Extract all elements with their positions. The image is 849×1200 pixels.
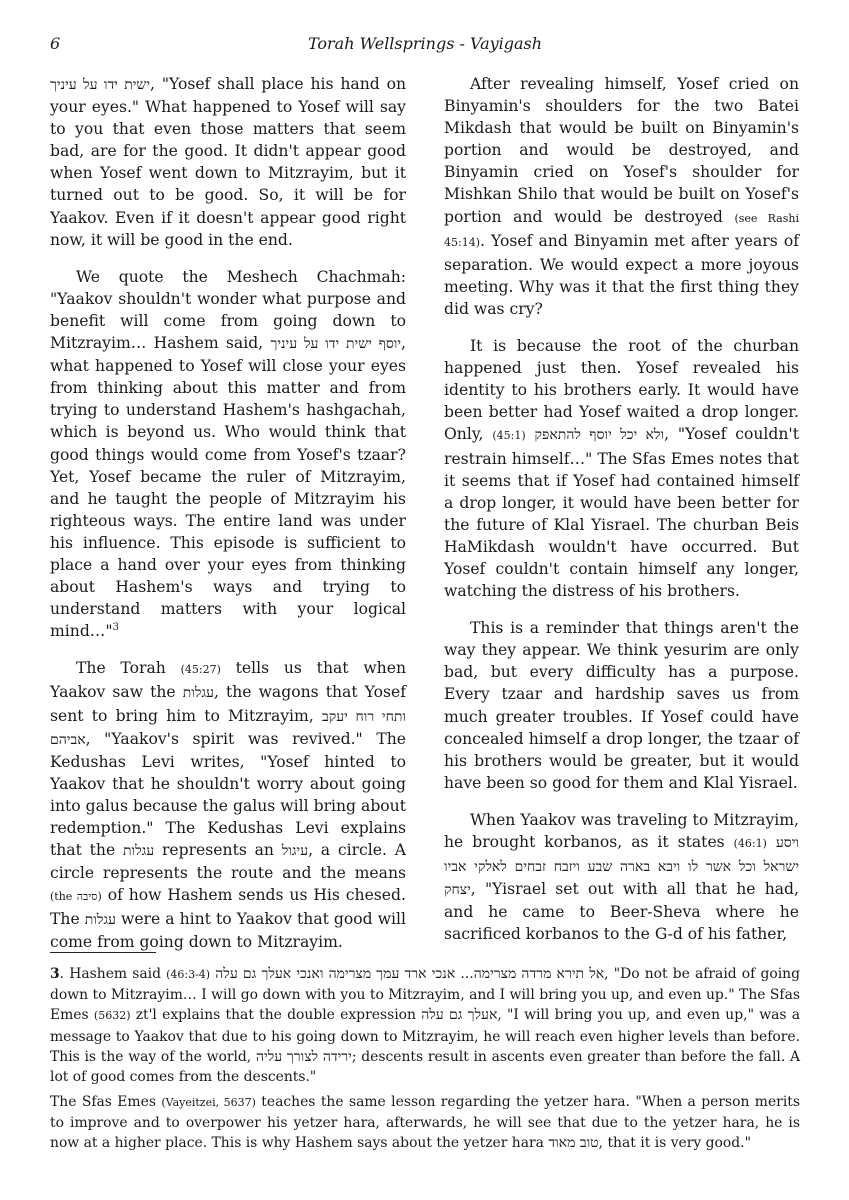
footnote	[50, 964, 800, 1087]
footnote-separator	[50, 952, 156, 953]
source-reference: (45:1)	[492, 429, 526, 443]
hebrew-quote: ולא יכל יוסף להתאפק	[534, 427, 665, 444]
running-title: Torah Wellsprings - Vayigash	[307, 34, 543, 53]
paragraph-text: It is because the root of the churban happened just then. Yosef revealed his identity to his brothers early. It would have been better had Yosef waited a drop longer. Only,	[444, 337, 799, 444]
paragraph-text: , a circle. A circle represents the route and the means	[50, 841, 406, 883]
paragraph-text: , "Yisrael set out with all that he had, and he came to Beer-Sheva where he sacrificed korbanos to the G-d of his father,	[444, 880, 799, 944]
footnote-text	[50, 1092, 800, 1154]
footnote-number: 3	[50, 966, 60, 982]
paragraph	[444, 617, 799, 794]
right-column	[444, 73, 799, 960]
paragraph-text: , what happened to Yosef will close your eyes from thinking about this matter and from trying to understand Hashem's hashgachah, which is beyond us. Who would think that good things would come from Yosef's tzaar? Yet, Yosef became the ruler of Mitzrayim, and he taught the people of Mitzrayim his righteous ways. The entire land was under his influence. This episode is sufficient to place a hand over your eyes from thinking about Hashem's ways and trying to understand matters with your logical mind…"	[50, 334, 407, 641]
paragraph-text: , "Yosef couldn't restrain himself…" The Sfas Emes notes that it seems that if Yosef had contained himself a drop longer, it would have been better for the future of Klal Yisrael. The churban Beis HaMikdash wouldn't have occurred. But Yosef couldn't contain himself any longer, watching the distress of his brothers.	[444, 425, 799, 601]
hebrew-quote: טוב מאוד	[548, 1135, 599, 1152]
paragraph-text: . Yosef and Binyamin met after years of separation. We would expect a more joyous meeting. Why was it that the first thing they did was cry?	[444, 231, 799, 318]
footnote-text-run: , "Do not be afraid of going down to Mitzrayim… I will go down with you to Mitzrayim, and I will bring you up, and even up." The Sfas Emes	[50, 966, 800, 1024]
footnote-text-run: ; descents result in ascents even greater than before the fall. A lot of good comes from the descents."	[50, 1048, 800, 1086]
hebrew-quote: ירידה לצורך עליה	[255, 1048, 352, 1065]
paragraph-text: This is a reminder that things aren't the way they appear. We think yesurim are only bad, but every difficulty has a purpose. Every tzaar and hardship saves us from much greater troubles. If Yosef could have concealed himself a drop longer, the tzaar of his brothers would be greater, but it would have been so good for them and Klal Yisrael.	[444, 619, 799, 792]
hebrew-quote: ויסע ישראל וכל אשר לו ויבא בארה שבע ויזבח זבחים לאלקי אביו יצחק	[444, 835, 799, 899]
paragraph-text: , "Yosef shall place his hand on your eyes." What happened to Yosef will say to you that even those matters that seem bad, are for the good. It didn't appear good when Yosef went down to Mitzrayim, but it turned out to be good. So, it will be for Yaakov. Even if it doesn't appear good right now, it will be good in the end.	[50, 75, 407, 249]
paragraph-text: represents an	[154, 841, 282, 860]
footnote-marker[interactable]: 3	[112, 622, 119, 634]
paragraph	[444, 335, 799, 602]
paragraph-text: After revealing himself, Yosef cried on Binyamin's shoulders for the two Batei Mikdash that would be built on Binyamin's portion and would be destroyed, and Binyamin cried on Yosef's shoulder for Mishkan Shilo that would be built on Yosef's portion and would be destroyed	[444, 75, 799, 226]
source-reference: (45:27)	[180, 663, 221, 677]
paragraph-text: tells us that when Yaakov saw the	[50, 659, 406, 702]
hebrew-quote: יוסף ישית ידו על עיניך	[270, 336, 402, 353]
footnote-text-run: The Sfas Emes	[50, 1094, 162, 1110]
left-column	[50, 73, 406, 969]
hebrew-quote: עגלות	[84, 912, 116, 929]
source-reference: (5632)	[93, 1009, 131, 1023]
source-reference: (46:3-4)	[166, 968, 211, 981]
paragraph	[50, 657, 406, 953]
footnote	[50, 1092, 800, 1154]
source-reference: (Vayeitzei, 5637)	[161, 1096, 256, 1109]
footnote-text-run: . Hashem said	[59, 966, 167, 982]
hebrew-quote: ישית ידו על עיניך	[50, 77, 151, 93]
paragraph	[50, 73, 406, 251]
paragraph-text: The Torah	[76, 659, 181, 678]
hebrew-quote: ותחי רוח יעקב אביהם	[50, 708, 406, 748]
page-header	[50, 34, 800, 58]
paragraph-text: , the wagons that Yosef sent to bring him to Mitzrayim,	[50, 683, 406, 725]
footnote-text-run: zt'l explains that the double expression	[130, 1007, 422, 1024]
hebrew-quote: אעלך גם עלה	[421, 1007, 498, 1024]
footnote-text-run: teaches the same lesson regarding the yetzer hara. "When a person merits to improve and to overpower his yetzer hara, afterwards, he will see that due to the yetzer hara, he is now at a higher place. This is why Hashem says about the yetzer hara	[50, 1094, 800, 1152]
footnote-text-run: , "I will bring you up, and even up," was a message to Yaakov that due to his going down to Mitzrayim, he will reach even higher levels than before. This is the way of the world,	[50, 1007, 801, 1065]
page-number: 6	[50, 34, 61, 53]
paragraph-text: We quote the Meshech Chachmah: "Yaakov shouldn't wonder what purpose and benefit will come from going down to Mitzrayim… Hashem said,	[50, 267, 406, 353]
paragraph-text: of how Hashem sends us His chesed. The	[50, 886, 406, 929]
paragraph-text: were a hint to Yaakov that good will come from going down to Mitzrayim.	[50, 910, 406, 952]
paragraph	[50, 266, 406, 643]
paragraph	[444, 73, 799, 320]
paragraph-text: , "Yaakov's spirit was revived." The Kedushas Levi writes, "Yosef hinted to Yaakov that he shouldn't worry about going into galus because the galus will bring about redemption." The Kedushas Levi explains that the	[50, 729, 406, 860]
footnote-text-run: , that it is very good."	[598, 1135, 751, 1152]
paragraph-text: When Yaakov was traveling to Mitzrayim, he brought korbanos, as it states	[444, 810, 799, 851]
source-reference: (46:1)	[733, 837, 767, 850]
hebrew-quote: אל תירא מרדה מצרימה... אנכי ארד עמך מצרימה ואנכי אעלך גם עלה	[215, 966, 605, 982]
source-reference: (the סיבה)	[50, 890, 102, 904]
footnote-text	[50, 964, 800, 1087]
hebrew-quote: עגלות	[122, 843, 155, 860]
hebrew-quote: עיגול	[281, 843, 309, 860]
hebrew-quote: עגלות	[182, 685, 214, 702]
source-reference: (see Rashi 45:14)	[444, 211, 799, 249]
paragraph	[444, 809, 799, 946]
